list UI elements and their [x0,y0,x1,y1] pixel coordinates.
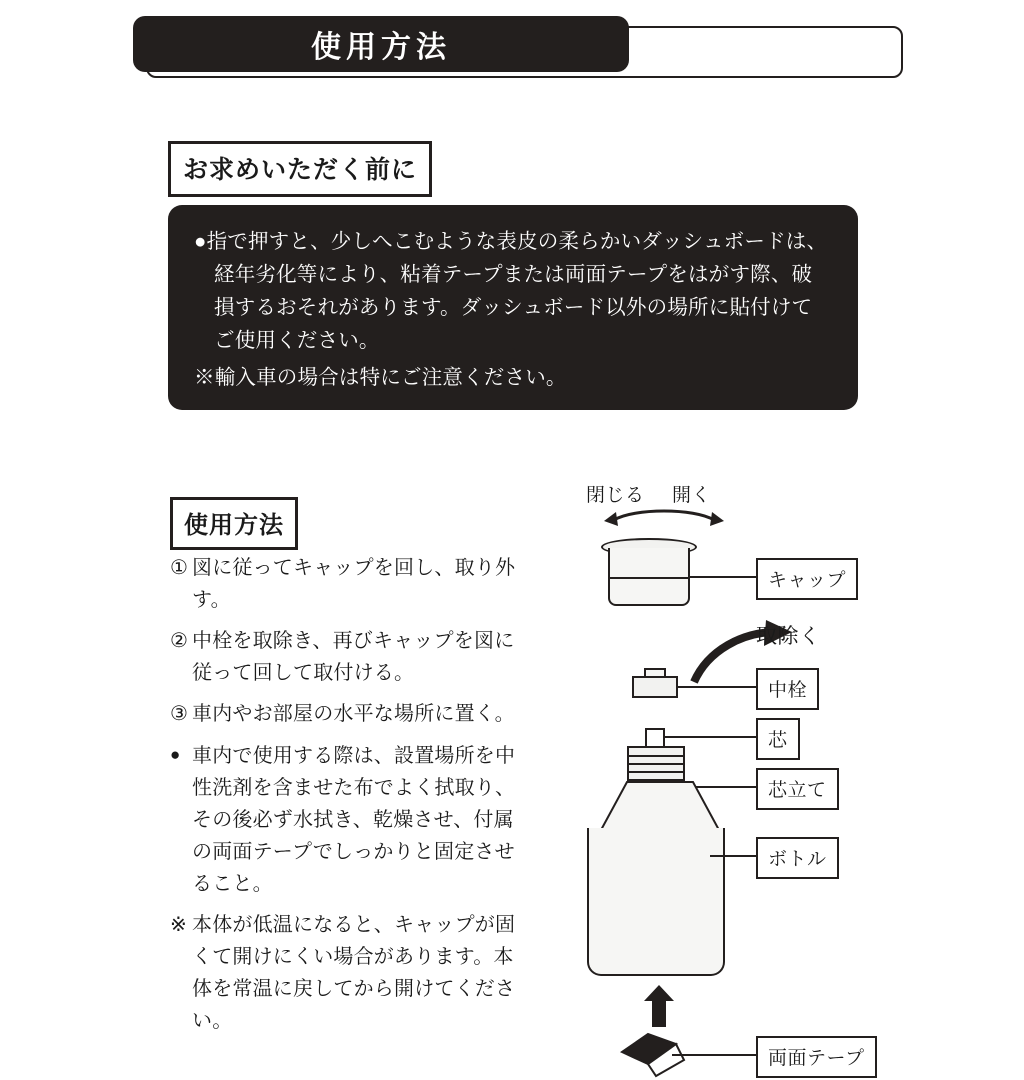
tape-leader-line [672,1054,758,1056]
remove-action-label: 取除く [756,625,821,648]
usage-step-1 [170,552,530,616]
notice-box [168,205,858,410]
usage-note-asterisk-text: 本体が低温になると、キャップが固くて開けにくい場合があります。本体を常温に戻してから開けてください。 [192,914,516,1032]
bottle-leader-line [710,855,758,857]
product-diagram [560,480,1000,1069]
thread-line-3 [627,771,685,773]
notice-paragraph-2: ※輸入車の場合は特にご注意ください。 [194,366,567,389]
callout-bottle: ボトル [756,837,839,879]
usage-note-bullet-text: 車内で使用する際は、設置場所を中性洗剤を含ませた布でよく拭取り、その後必ず水拭き、乾燥させ、付属の両面テープでしっかりと固定させること。 [192,745,516,895]
header-title-pill [133,16,629,72]
rotation-arrows-icon [594,506,734,534]
usage-step-2 [170,625,530,689]
callout-double-sided-tape: 両面テープ [756,1036,877,1078]
usage-step-2-marker: ② [170,630,189,652]
callout-wick-holder: 芯立て [756,768,839,810]
notice-section-title: お求めいただく前に [168,141,432,197]
bottle-body-shape [587,828,725,976]
notice-paragraph-1: ●指で押すと、少しへこむような表皮の柔らかいダッシュボードは、経年劣化等により、粘着テープまたは両面テープをはがす際、破損するおそれがあります。ダッシュボード以外の場所に貼付けてご使用ください。 [194,230,828,352]
usage-step-3-marker: ③ [170,703,189,725]
usage-step-3-text: 車内やお部屋の水平な場所に置く。 [192,703,515,725]
close-direction-label: 閉じる [586,485,645,506]
usage-step-list [170,552,530,1046]
usage-step-1-marker: ① [170,557,189,579]
usage-section-title: 使用方法 [170,497,298,550]
usage-note-bullet-marker: ● [170,745,181,764]
usage-note-bullet [170,739,530,900]
usage-step-3 [170,698,530,730]
usage-step-1-text: 図に従ってキャップを回し、取り外す。 [192,557,516,611]
thread-line-1 [627,755,685,757]
thread-line-2 [627,763,685,765]
usage-step-2-text: 中栓を取除き、再びキャップを図に従って回して取付ける。 [192,630,515,684]
page-header [133,16,903,78]
wick-leader-line [665,736,758,738]
callout-inner-plug: 中栓 [756,668,819,710]
cap-ridge-line [608,577,690,579]
usage-note-asterisk-marker: ※ [170,914,187,936]
inner-plug-leader-line [678,686,758,688]
tape-upward-arrow-icon [644,985,674,1027]
callout-wick: 芯 [756,718,800,760]
page-title: 使用方法 [311,31,451,64]
cap-leader-line [690,576,758,578]
inner-plug-shape [632,676,678,698]
usage-note-asterisk [170,909,530,1037]
callout-cap: キャップ [756,558,858,600]
open-direction-label: 開く [672,485,712,506]
